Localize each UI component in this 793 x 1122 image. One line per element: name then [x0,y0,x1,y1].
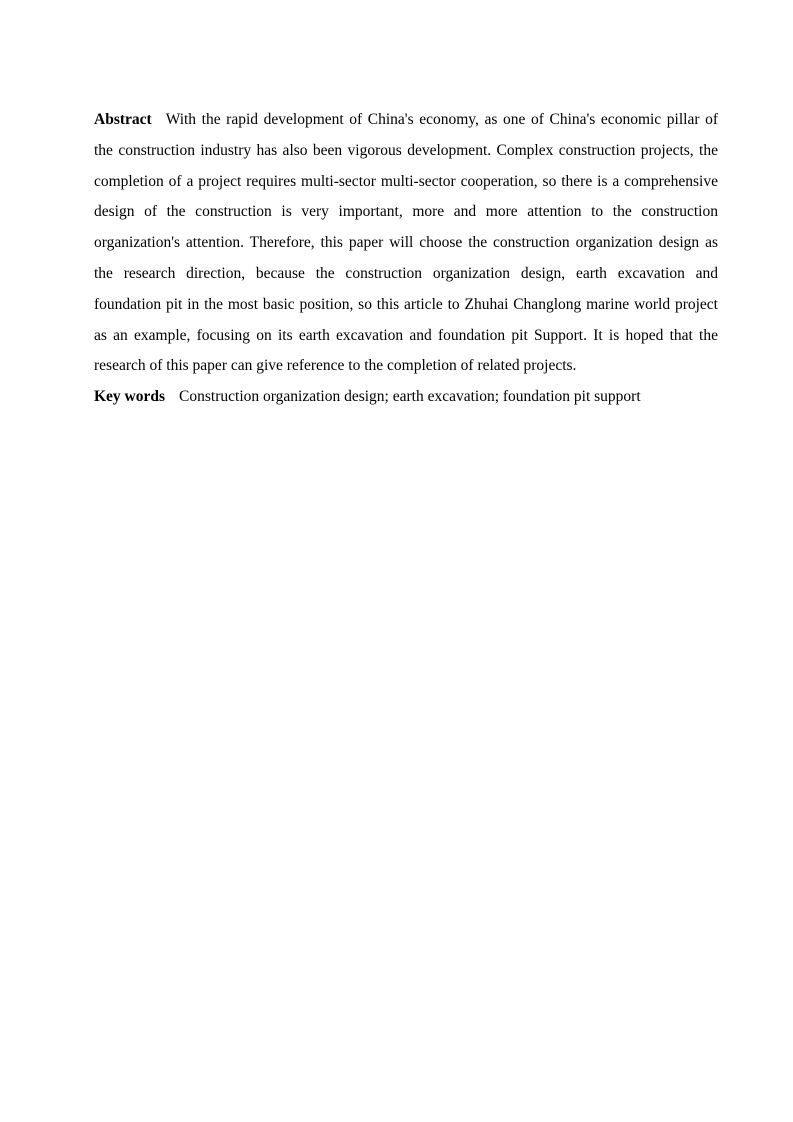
keywords-text: Construction organization design; earth excavation; foundation pit support [179,388,641,406]
abstract-paragraph [94,105,718,382]
abstract-text: With the rapid development of China's economy, as one of China's economic pillar of the construction industry has also been vigorous development. Complex construction projects, the completion of a project requires multi-sector multi-sector cooperation, so there is a comprehensive design of the construction is very important, more and more attention to the construction organization's attention. Therefore, this paper will choose the construction organization design as the research direction, because the construction organization design, earth excavation and foundation pit in the most basic position, so this article to Zhuhai Changlong marine world project as an example, focusing on its earth excavation and foundation pit Support. It is hoped that the research of this paper can give reference to the completion of related projects. [94,111,718,375]
keywords-paragraph [94,382,718,413]
keywords-label: Key words [94,388,166,406]
abstract-section [94,105,718,413]
abstract-label: Abstract [94,111,152,128]
